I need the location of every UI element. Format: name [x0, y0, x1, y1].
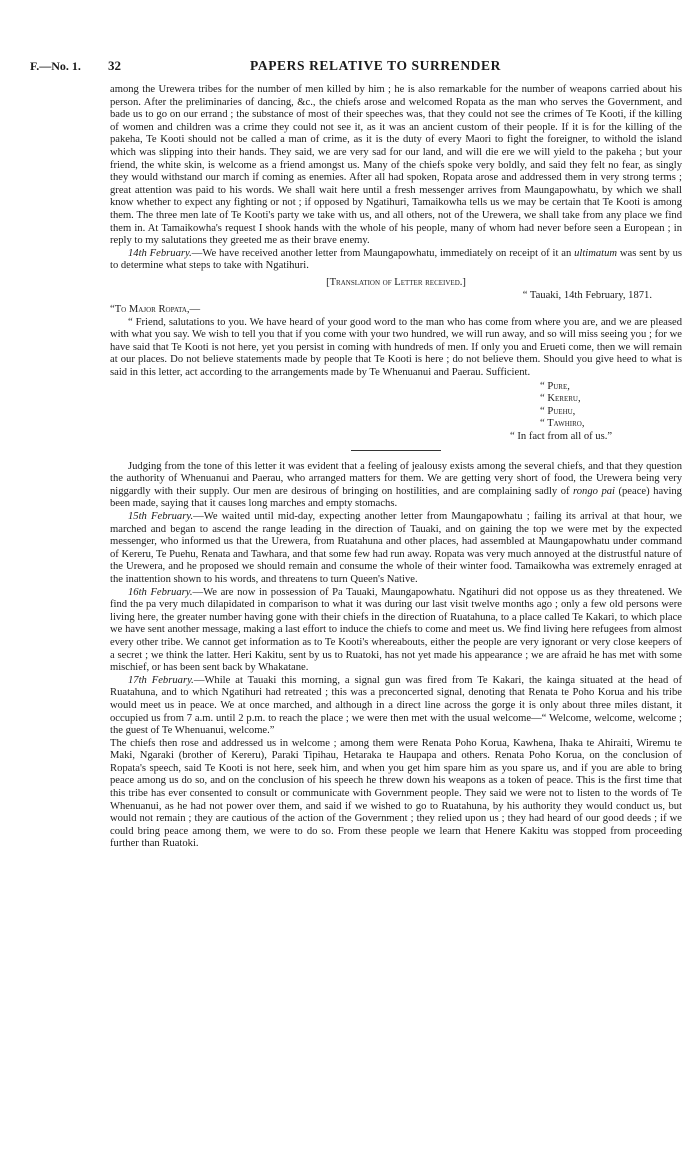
section-divider	[351, 450, 441, 451]
paragraph-14-february	[110, 248, 682, 273]
paragraph-judging	[110, 461, 682, 511]
document-body	[110, 84, 682, 851]
paragraph-text: Judging from the tone of this letter it was evident that a feeling of jealousy exists among the several chiefs, and that they question the authority of Whenuanui and Paerau, who arranged matters for them. We are getting very short of food, the Urewera being very niggardly with their supply. Our men are desirous of bringing on hostilities, and are complaining sadly of	[110, 460, 682, 497]
paragraph-17-february	[110, 675, 682, 738]
signature-kereru: “ Kereru,	[540, 393, 581, 405]
signature-puehu: “ Puehu,	[540, 405, 576, 417]
signature-tawhiro: “ Tawhiro,	[540, 418, 585, 430]
date-16-february: 16th February.	[128, 586, 193, 598]
letter-body: “ Friend, salutations to you. We have heard of your good word to the man who has come from where you are, and we are pleased with what you say. We wish to tell you that if you come with your two hundred, we will run away, and so will miss seeing you ; for we have said that Te Kooti is not here, yet you persist in coming with hundreds of men. If only you and Erueti come, then we will remain at our places. Do not believe statements made by people that Te Kooti is here ; do not believe them. Should you give heed to what is said in this letter, act according to the arrangements made by Te Whenuanui and Paerau. Sufficient.	[110, 316, 682, 379]
paragraph-16-february	[110, 587, 682, 675]
letter-signatures	[540, 381, 682, 431]
paragraph-text: (peace) having been made, saying that it causes long marches and empty stomachs.	[110, 485, 682, 510]
page-number: 32	[108, 58, 121, 73]
date-14-february: 14th February.	[128, 247, 192, 259]
paragraph-text: —We have received another letter from Maungapowhatu, immediately on receipt of it an	[191, 247, 575, 259]
paragraph-text: was sent by us to determine what steps to take with Ngatihuri.	[110, 247, 682, 272]
paragraph-text: —While at Tauaki this morning, a signal gun was fired from Te Kakari, the kainga situated at the head of Ruatahuna, and to which Ngatihuri had retreated ; this was a preconcerted signal, denoting that Renata te Poho Korua and his tribe would meet us in peace. We at once marched, and although in a direct line across the gorge it is only about three miles distant, it occupied us from 7 a.m. until 2 p.m. to reach the place ; we were then met with the usual welcome—“ Welcome, welcome, welcome ; the guest of Te Whenuanui, welcome.”	[110, 674, 683, 737]
letter-salutation: “To Major Ropata,—	[110, 304, 201, 316]
date-15-february: 15th February.	[128, 511, 194, 522]
signature-pure: “ Pure,	[540, 380, 570, 392]
document-reference: F.—No. 1.	[30, 59, 81, 73]
letter-heading: [Translation of Letter received.]	[326, 276, 466, 288]
paragraph-chiefs-rose: The chiefs then rose and addressed us in welcome ; among them were Renata Poho Korua, Kawhena, Ihaka te Ahiraiti, Wiremu te Maki, Ngaraki (brother of Kereru), Paraki Tipihau, Hetaraka te Haupapa and others. Renata Poho Korua, on the conclusion of Ropata's speech, said Te Kooti is not here, seek him, and when you get him spare him as you spare us, and if you are able to bring peace among us do so, and on the conclusion of his speech he threw down his weapons as a token of peace. This is the first time that this tribe has ever consented to consult or communicate with Government people. They said we were not to listen to the words of Te Whenuanui, as he had not power over them, and said if we wished to go to Ruatahuna, by his authority they would conduct us, but would not remain ; they are cautious of the action of the Government ; they relied upon us ; they had heard of our good deeds ; if we could bring peace among them, we were to do so. From these people we learn that Henere Kakitu was stopped from proceeding further than Ruatoki.	[110, 737, 682, 850]
paragraph-15-february	[110, 511, 682, 587]
letter-closing: “ In fact from all of us.”	[510, 431, 613, 443]
paragraph-text: —We waited until mid-day, expecting another letter from Maungapowhatu ; failing its arrival at that hour, we marched and began to ascend the range leading in the direction of Tauaki, and on gaining the top we were met by the expected messenger, who informed us that the Urewera, from Ruatahuna and other places, had assembled at Maungapowhatu under command of Kereru, Te Puehu, Renata and Tawhara, and that some few had run away. Ropata was very much annoyed at the distrustful nature of the Urewera, and he proposed we should remain and consume the whole of their winter food. Tamaikowha was extremely enraged at the inattention shown to his words, and threatens to turn Queen's Native.	[110, 511, 682, 585]
running-title: PAPERS RELATIVE TO SURRENDER	[250, 58, 501, 73]
page-header	[30, 60, 670, 76]
letter-dateline: “ Tauaki, 14th February, 1871.	[522, 289, 652, 301]
paragraph-text: —We are now in possession of Pa Tauaki, Maungapowhatu. Ngatihuri did not oppose us as they threatened. We find the pa very much dilapidated in comparison to what it was during our last visit twelve months ago ; only a few old persons were living here, the greater number having gone with their chiefs in the direction of Ruatahuna, to a place called Te Kakari, to which place we have sent another message, making a last effort to induce the chiefs to come and meet us. We find living here refugees from almost every other tribe. We cannot get information as to Te Kooti's whereabouts, either the people are very ignorant or very close keepers of a secret ; we think the latter. Heri Kakitu, sent by us to Ruatoki, has not yet made his appearance ; we are afraid he has met with some mischief, or has been sent back by Whakatane.	[110, 586, 682, 674]
paragraph-continuation: among the Urewera tribes for the number of men killed by him ; he is also remarkable for the number of weapons carried about his person. After the preliminaries of dancing, &c., the chiefs arose and welcomed Ropata as the man who serves the Government, and bade us to go on our errand ; the substance of most of their speeches was, that they could not see the crimes of Te Kooti, if the killing of women and children was a crime they could not see it, as it was an ancient custom of their people. If it is for the killing of the pakeha, Te Kooti should not be called a man of crime, as it is the duty of every Maori to fight the foreigner, to withold the island which was slipping into their hands. They said, we are very sad for our land, and will die ere we will yield to the pakeha ; but your friend, the white skin, is welcome as a friend amongst us. Many of the chiefs spoke very boldly, and said they felt no fear, as singly they would withstand our march if coming as enemies. After all had spoken, Ropata arose and addressed them in very strong terms ; great attention was paid to his words. We shall wait here until a fresh messenger arrives from Maungapowhatu, by which we shall know whether to expect any fighting or not ; if opposed by Ngatihuri, Tamaikowha tells us we may be certain that Te Kooti is among them. The three men late of Te Kooti's party we take with us, and all others, not of the Urewera, we shall take from any place we find them in. At Tamaikowha's request I shook hands with the whole of his people, many of whom had never before seen a European ; in reply to my salutations they greeted me as their brave enemy.	[110, 84, 682, 247]
term-rongo-pai: rongo pai	[573, 485, 615, 497]
term-ultimatum: ultimatum	[574, 247, 618, 259]
date-17-february: 17th February.	[128, 674, 194, 686]
